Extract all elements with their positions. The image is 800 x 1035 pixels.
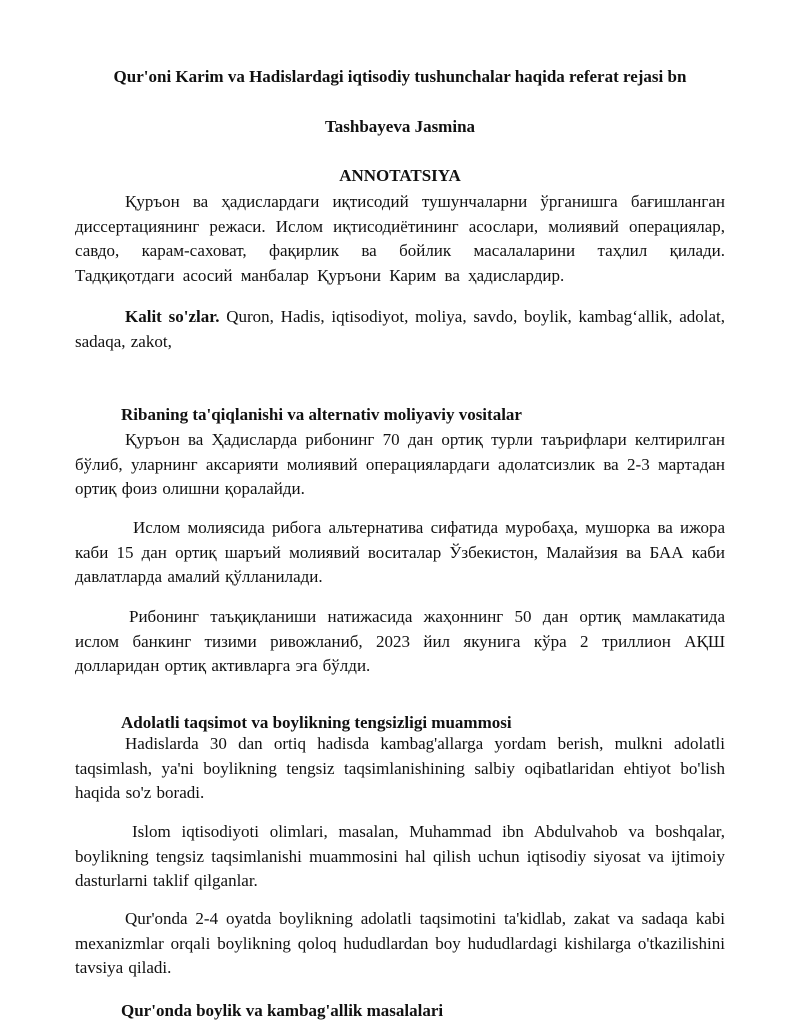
keywords-label: Kalit so'zlar. — [125, 307, 220, 326]
author-name: Tashbayeva Jasmina — [324, 117, 476, 136]
riba-paragraph-2: Ислом молиясида рибога альтернатива сифатида муробаҳа, мушорка ва ижора каби 15 дан ортиқ шаръий молиявий воситалар Ўзбекистон, Малайзия ва БАА каби давлатларда амалий қўлланилади. — [75, 518, 725, 586]
section-heading-adolat: Adolatli taqsimot va boylikning tengsizligi muammosi — [121, 713, 512, 732]
adolat-paragraph-2: Islom iqtisodiyoti olimlari, masalan, Muhammad ibn Abdulvahob va boshqalar, boylikning tengsiz taqsimlanishi muammosini hal qilish uchun iqtisodiy siyosat va ijtimoiy dasturlarni taklif qilganlar. — [75, 822, 725, 890]
keywords-text: Quron, Hadis, iqtisodiyot, moliya, savdo, boylik, kambag‘allik, adolat, sadaqa, zakot, — [75, 307, 725, 351]
riba-paragraph-3: Рибонинг таъқиқланиши натижасида жаҳоннинг 50 дан ортиқ мамлакатида ислом банкинг тизими ривожланиб, 2023 йил якунига кўра 2 триллион АҚШ долларидан ортиқ активларга эга бўлди. — [75, 607, 725, 675]
keywords-paragraph — [75, 305, 725, 354]
riba-paragraph-1: Қуръон ва Ҳадисларда рибонинг 70 дан ортиқ турли таърифлари келтирилган бўлиб, уларнинг аксарияти молиявий операциялардаги адолатсизлик ва 2-3 мартадан ортиқ фоиз олишни қоралайди. — [75, 430, 725, 498]
annotation-heading: ANNOTATSIYA — [339, 166, 461, 185]
adolat-paragraph-3: Qur'onda 2-4 oyatda boylikning adolatli taqsimotini ta'kidlab, zakat va sadaqa kabi mexanizmlar orqali boylikning qoloq hududlardan boy hududlardagi kishilarga o'tkazilishini tavsiya qiladi. — [75, 909, 725, 977]
document-title: Qur'oni Karim va Hadislardagi iqtisodiy tushunchalar haqida referat rejasi bn — [113, 67, 687, 86]
section-heading-boylik: Qur'onda boylik va kambag'allik masalalari — [121, 1001, 444, 1020]
annotation-paragraph: Қуръон ва ҳадислардаги иқтисодий тушунчаларни ўрганишга бағишланган диссертациянинг режаси. Ислом иқтисодиётининг асослари, молиявий операциялар, савдо, карам-саховат, фақирлик ва бойлик масалаларини таҳлил қилади. Тадқиқотдаги асосий манбалар Қуръони Карим ва ҳадислардир. — [75, 192, 725, 285]
adolat-paragraph-1: Hadislarda 30 dan ortiq hadisda kambag'allarga yordam berish, mulkni adolatli taqsimlash, ya'ni boylikning tengsiz taqsimlanishining salbiy oqibatlaridan ehtiyot bo'lish haqida so'z boradi. — [75, 734, 725, 802]
section-heading-riba: Ribaning ta'qiqlanishi va alternativ moliyaviy vositalar — [121, 405, 522, 424]
